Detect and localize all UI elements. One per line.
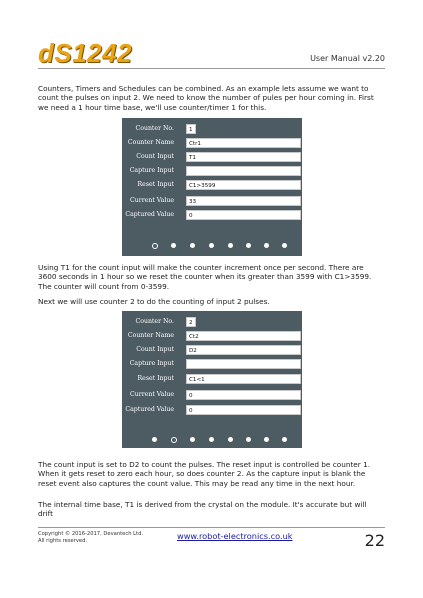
field-label: Current Value bbox=[130, 197, 174, 204]
count-input-field[interactable]: D2 bbox=[186, 345, 301, 355]
field-label: Counter Name bbox=[127, 332, 174, 339]
counter-panel-1 bbox=[122, 118, 302, 256]
page-radio-7[interactable] bbox=[264, 243, 269, 248]
counter-page-selector bbox=[122, 437, 302, 445]
field-label: Counter No. bbox=[135, 318, 174, 325]
page-radio-5[interactable] bbox=[228, 243, 233, 248]
panel2-row-reset-input bbox=[122, 374, 302, 386]
panel2-row-count-input bbox=[122, 345, 302, 357]
copyright-line-1: Copyright © 2016-2017, Devantech Ltd. bbox=[38, 531, 144, 537]
paragraph-time-base: The internal time base, T1 is derived from the crystal on the module. It's accurate but will drift bbox=[38, 500, 367, 519]
field-label: Capture Input bbox=[129, 360, 174, 367]
page-radio-3[interactable] bbox=[190, 243, 195, 248]
counter-panel-2 bbox=[122, 311, 302, 448]
page-radio-6[interactable] bbox=[246, 437, 251, 442]
page-radio-4[interactable] bbox=[209, 243, 214, 248]
page-radio-8[interactable] bbox=[282, 243, 287, 248]
reset-input-field[interactable]: C1<1 bbox=[186, 374, 301, 384]
field-label: Reset Input bbox=[137, 181, 174, 188]
page-radio-3[interactable] bbox=[190, 437, 195, 442]
panel1-row-captured-value bbox=[122, 210, 302, 222]
panel1-row-reset-input bbox=[122, 180, 302, 192]
page-radio-4[interactable] bbox=[209, 437, 214, 442]
page-radio-1[interactable] bbox=[152, 437, 157, 442]
page-radio-7[interactable] bbox=[264, 437, 269, 442]
page-radio-6[interactable] bbox=[246, 243, 251, 248]
manual-version: User Manual v2.20 bbox=[310, 54, 385, 63]
field-label: Reset Input bbox=[137, 375, 174, 382]
counter-name-input[interactable]: Ct2 bbox=[186, 331, 301, 341]
current-value-field[interactable]: 33 bbox=[186, 196, 301, 206]
page-number: 22 bbox=[364, 531, 385, 550]
paragraph-t1-explanation: Using T1 for the count input will make the counter increment once per second. There are 3600 seconds in 1 hour so we reset the counter when its greater than 3599 with C1>3599. The counter will count from 0-3599. bbox=[38, 263, 372, 291]
panel2-row-current-value bbox=[122, 390, 302, 402]
field-label: Counter Name bbox=[127, 139, 174, 146]
page-radio-2[interactable] bbox=[171, 437, 177, 443]
page-radio-5[interactable] bbox=[228, 437, 233, 442]
copyright-line-2: All rights reserved. bbox=[38, 537, 88, 544]
panel2-row-counter-name bbox=[122, 331, 302, 343]
counter-no-input[interactable]: 2 bbox=[186, 317, 196, 327]
capture-input-field[interactable] bbox=[186, 166, 301, 176]
field-label: Counter No. bbox=[135, 125, 174, 132]
panel1-row-counter-no bbox=[122, 124, 302, 136]
paragraph-intro: Counters, Timers and Schedules can be combined. As an example lets assume we want to count the pulses on input 2. We need to know the number of pules per hour coming in. First we need a 1 hour time base, we'll use counter/timer 1 for this. bbox=[38, 84, 374, 112]
panel1-row-counter-name bbox=[122, 138, 302, 150]
field-label: Current Value bbox=[130, 391, 174, 398]
capture-input-field[interactable] bbox=[186, 359, 301, 369]
paragraph-count-input-explanation: The count input is set to D2 to count the pulses. The reset input is controlled be counter 1. When it gets reset to zero each hour, so does counter 2. As the capture input is blank the reset event also captures the count value. This may be read any time in the next hour. bbox=[38, 460, 371, 488]
count-input-field[interactable]: T1 bbox=[186, 152, 301, 162]
panel2-row-capture-input bbox=[122, 359, 302, 371]
reset-input-field[interactable]: C1>3599 bbox=[186, 180, 301, 190]
field-label: Count Input bbox=[136, 346, 174, 353]
copyright bbox=[38, 531, 143, 544]
panel1-row-capture-input bbox=[122, 166, 302, 178]
website-link[interactable]: www.robot-electronics.co.uk bbox=[177, 531, 293, 541]
field-label: Captured Value bbox=[125, 211, 174, 218]
panel1-row-count-input bbox=[122, 152, 302, 164]
header-divider bbox=[38, 68, 385, 69]
logo: dS1242 bbox=[38, 38, 133, 68]
current-value-field[interactable]: 0 bbox=[186, 390, 301, 400]
captured-value-field[interactable]: 0 bbox=[186, 210, 301, 220]
page-radio-2[interactable] bbox=[171, 243, 176, 248]
page-radio-1[interactable] bbox=[152, 243, 158, 249]
field-label: Capture Input bbox=[129, 167, 174, 174]
counter-name-input[interactable]: Ctr1 bbox=[186, 138, 301, 148]
panel1-row-current-value bbox=[122, 196, 302, 208]
counter-no-input[interactable]: 1 bbox=[186, 124, 196, 134]
footer-divider bbox=[38, 527, 385, 528]
counter-page-selector bbox=[122, 243, 302, 251]
paragraph-counter-2: Next we will use counter 2 to do the counting of input 2 pulses. bbox=[38, 297, 270, 306]
panel2-row-captured-value bbox=[122, 405, 302, 417]
panel2-row-counter-no bbox=[122, 317, 302, 329]
field-label: Captured Value bbox=[125, 406, 174, 413]
captured-value-field[interactable]: 0 bbox=[186, 405, 301, 415]
page-radio-8[interactable] bbox=[282, 437, 287, 442]
field-label: Count Input bbox=[136, 153, 174, 160]
